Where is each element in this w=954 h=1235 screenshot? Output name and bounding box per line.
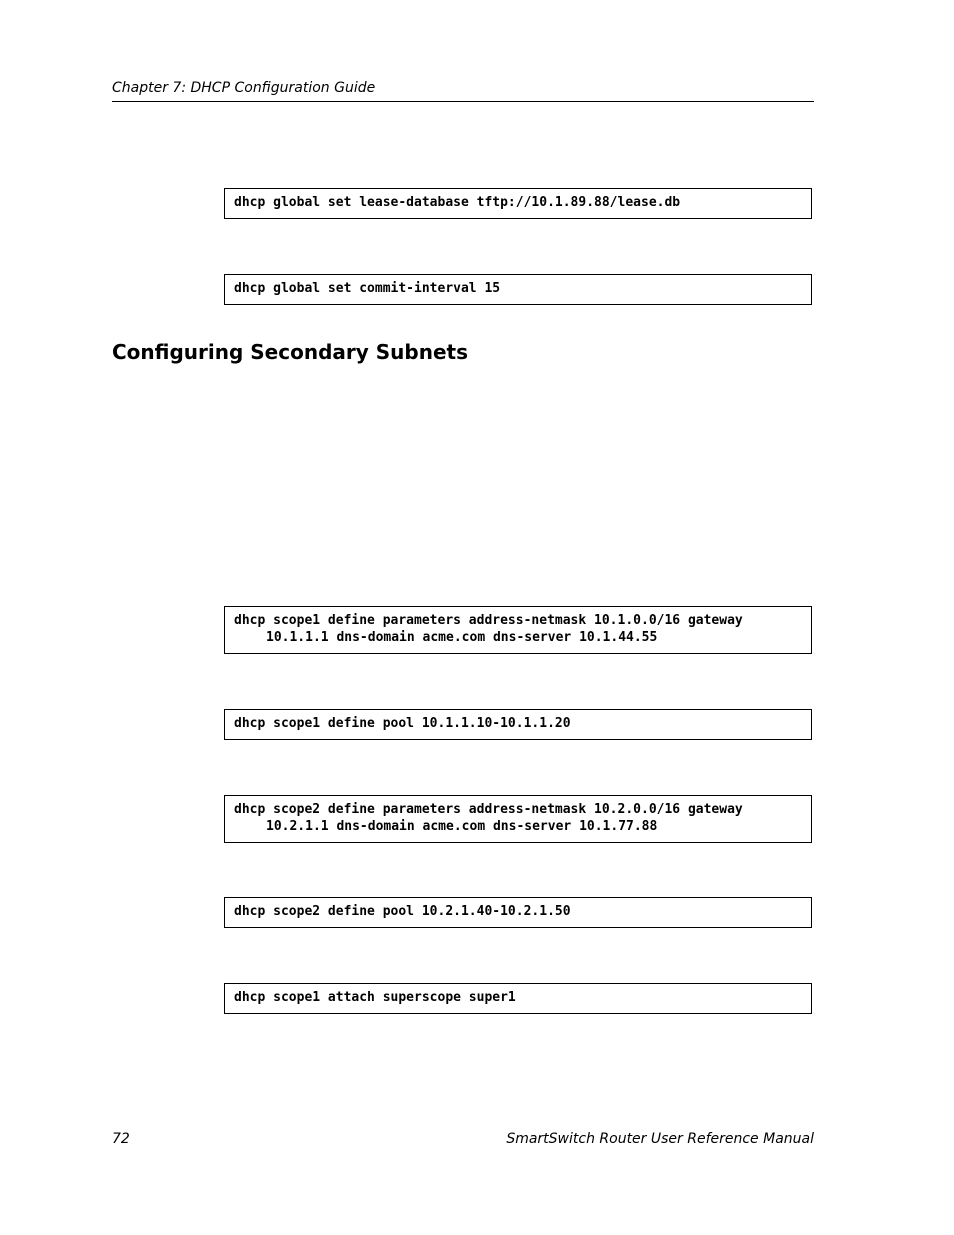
code-line: dhcp scope1 define parameters address-netmask 10.1.0.0/16 gateway bbox=[234, 613, 743, 628]
code-line-continuation: 10.2.1.1 dns-domain acme.com dns-server 10.1.77.88 bbox=[266, 819, 658, 834]
running-header bbox=[112, 78, 814, 102]
chapter-title: Chapter 7: DHCP Configuration Guide bbox=[112, 80, 376, 96]
code-line: dhcp scope2 define pool 10.2.1.40-10.2.1.50 bbox=[234, 904, 571, 919]
code-block-scope2-pool bbox=[224, 897, 812, 928]
code-line: dhcp scope1 attach superscope super1 bbox=[234, 990, 516, 1005]
code-block-attach-superscope bbox=[224, 983, 812, 1014]
code-block-scope1-pool bbox=[224, 709, 812, 740]
code-block-lease-database bbox=[224, 188, 812, 219]
code-line-continuation: 10.1.1.1 dns-domain acme.com dns-server 10.1.44.55 bbox=[266, 630, 658, 645]
code-line: dhcp scope1 define pool 10.1.1.10-10.1.1.20 bbox=[234, 716, 571, 731]
section-heading: Configuring Secondary Subnets bbox=[112, 340, 468, 364]
code-line: dhcp scope2 define parameters address-netmask 10.2.0.0/16 gateway bbox=[234, 802, 743, 817]
page-number: 72 bbox=[112, 1131, 130, 1147]
code-block-scope1-parameters bbox=[224, 606, 812, 654]
code-block-commit-interval bbox=[224, 274, 812, 305]
code-block-scope2-parameters bbox=[224, 795, 812, 843]
manual-title: SmartSwitch Router User Reference Manual bbox=[506, 1131, 814, 1147]
code-line: dhcp global set commit-interval 15 bbox=[234, 281, 501, 296]
code-line: dhcp global set lease-database tftp://10.1.89.88/lease.db bbox=[234, 195, 681, 210]
